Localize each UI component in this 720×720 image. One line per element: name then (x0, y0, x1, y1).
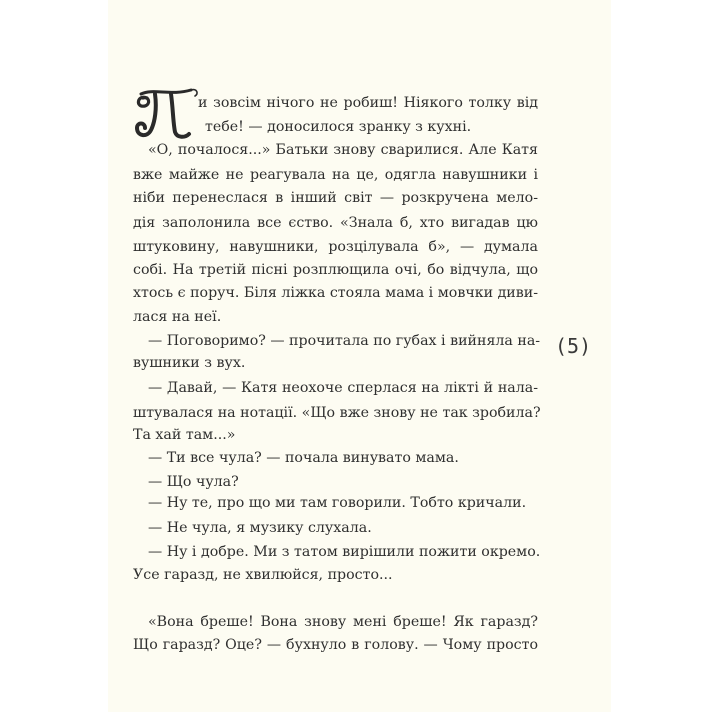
text-line: вушники з вух. (133, 355, 246, 371)
drop-cap-letter-te (133, 84, 199, 140)
ornamental-drop-cap-icon (133, 84, 199, 140)
page-number: (5) (555, 334, 592, 358)
text-line: собі. На третій пісні розплющила очі, бо відчула, що (133, 262, 538, 278)
text-line: Та хай там...» (133, 427, 236, 443)
text-line: «Вона бреше! Вона знову мені бреше! Як гаразд? (148, 614, 538, 630)
text-line: — Ну те, про що ми там говорили. Тобто кричали. (148, 495, 527, 511)
text-line: и зовсім нічого не робиш! Ніякого толку від (198, 95, 538, 111)
text-line: дія заполонила все єство. «Знала б, хто вигадав цю (133, 215, 538, 231)
text-line: — Ну і добре. Ми з татом вирішили пожити окремо. (148, 544, 541, 560)
text-line: — Ти все чула? — почала винувато мама. (148, 450, 459, 466)
text-line: — Поговоримо? — прочитала по губах і вийняла на- (148, 333, 541, 349)
text-line: — Давай, — Катя неохоче сперлася на лікті й нала- (148, 380, 538, 396)
text-line: штувалася на нотації. «Що вже знову не так зробила? (133, 405, 541, 421)
text-line: тебе! — доносилося зранку з кухні. (205, 119, 472, 135)
text-line: штуковину, навушники, розцілувала б», — думала (133, 239, 538, 255)
text-line: Усе гаразд, не хвилюйся, просто... (133, 567, 393, 583)
text-line: вже майже не реагувала на це, одягла навушники і (133, 167, 538, 183)
text-line: — Що чула? (148, 474, 239, 490)
text-line: хтось є поруч. Біля ліжка стояла мама і мовчки диви- (133, 285, 538, 301)
text-line: — Не чула, я музику слухала. (148, 520, 372, 536)
text-line: Що гаразд? Оце? — бухнуло в голову. — Чому просто (133, 637, 538, 653)
text-line: «О, почалося...» Батьки знову сварилися. Але Катя (148, 142, 538, 158)
text-line: лася на неї. (133, 309, 222, 325)
text-line: ніби перенеслася в інший світ — розкручена мело- (133, 190, 538, 206)
